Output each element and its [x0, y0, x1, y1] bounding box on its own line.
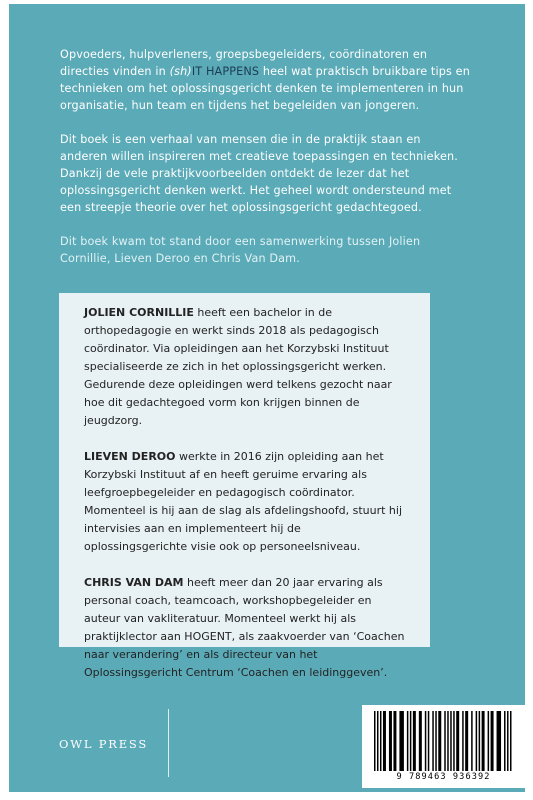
barcode-bar [428, 711, 429, 771]
barcode-bar [488, 711, 489, 771]
barcode-bar [497, 711, 501, 771]
bio-text: heeft meer dan 20 jaar ervaring als personal coach, teamcoach, workshopbegeleider en auteur van vakliteratuur. Momenteel werkt hij als praktijklector aan HOGENT, als zaakvoerder van ‘Coachen naar verandering’ en als directeur van het Oplossingsgericht Centrum ‘Coachen en leidinggeven’. [84, 576, 405, 679]
barcode-bar [413, 711, 416, 771]
barcode-bar [377, 711, 378, 771]
bio-name: LIEVEN DEROO [84, 450, 176, 463]
barcode-bar [393, 711, 396, 771]
barcode-bar [389, 711, 392, 771]
bio-chris-van-dam [84, 574, 407, 682]
barcode-bar [410, 711, 411, 771]
barcode-bar [462, 711, 463, 771]
bio-jolien-cornillie [84, 304, 407, 430]
bio-text: heeft een bachelor in de orthopedagogie en werkt sinds 2018 als pedagogisch coördinator. Via opleidingen aan het Korzybski Instituut specialiseerde ze zich in het oplossingsgericht werken. Gedurende deze opleidingen werd telkens gezocht naar hoe dit gedachtegoed vorm kon krijgen binnen de jeugdzorg. [84, 306, 392, 427]
bio-name: JOLIEN CORNILLIE [84, 306, 194, 319]
bio-lieven-deroo [84, 448, 407, 556]
barcode-bar [438, 711, 441, 771]
barcode-bar [399, 711, 403, 771]
barcode-bar [444, 711, 445, 771]
intro-paragraph-2: Dit boek is een verhaal van mensen die in de praktijk staan en anderen willen inspireren met creatieve toepassingen en technieken. Dankzij de vele praktijkvoorbeelden ontdekt de lezer dat het oplossingsgericht denken werkt. Het geheel wordt ondersteund met een streepje theorie over het oplossingsgericht gedachtegoed. [60, 133, 458, 214]
intro-paragraph-3: Dit boek kwam tot stand door een samenwerking tussen Jolien Cornillie, Lieven Deroo en Chris Van Dam. [60, 235, 421, 265]
intro-text [60, 46, 470, 284]
publisher-divider [168, 709, 169, 777]
brand-it-happens: IT HAPPENS [191, 65, 260, 78]
brand-sh: (sh) [169, 65, 192, 78]
barcode-bar [476, 711, 477, 771]
bio-text: werkte in 2016 zijn opleiding aan het Korzybski Instituut af en heeft geruime ervaring als leefgroepbegeleider en pedagogisch coördinator. Momenteel is hij aan de slag als afdelingshoofd, stuurt hij intervisies aan en implementeert hij de oplossingsgerichte visie ook op personeelsniveau. [84, 450, 403, 553]
barcode-bar [453, 711, 454, 771]
barcode-bar [510, 711, 511, 771]
barcode-bar [380, 711, 381, 771]
barcode-bar [504, 711, 505, 771]
intro-paragraph-1 [60, 46, 470, 114]
bio-name: CHRIS VAN DAM [84, 576, 184, 589]
barcode-bar [383, 711, 386, 771]
barcode-icon [372, 711, 515, 771]
barcode-bar [419, 711, 422, 771]
barcode-bar [432, 711, 433, 771]
intro-p1-end: heel wat praktisch bruikbare tips en technieken om het oplossingsgericht denken te implementeren in hun organisatie, hun team en tijdens het begeleiden van jongeren. [60, 65, 470, 112]
barcode-bar [491, 711, 494, 771]
barcode-bar [425, 711, 426, 771]
isbn-barcode-panel [362, 705, 525, 788]
barcode-bar [465, 711, 468, 771]
barcode-bar [479, 711, 480, 771]
barcode-bar [435, 711, 436, 771]
author-bios [59, 293, 430, 679]
isbn-number: 9 789463 936392 [396, 772, 491, 782]
barcode-bar [450, 711, 451, 771]
barcode-bar [482, 711, 485, 771]
barcode-bar [471, 711, 472, 771]
back-cover [9, 4, 525, 792]
publisher-logo: OWL PRESS [59, 737, 149, 751]
barcode-bar [407, 711, 408, 771]
barcode-bar [507, 711, 508, 771]
barcode-bar [374, 711, 375, 771]
barcode-bar [456, 711, 459, 771]
intro-p1-start: Opvoeders, hulpverleners, groepsbegeleiders, coördinatoren en directies vinden in [60, 48, 428, 78]
barcode-bar [447, 711, 448, 771]
